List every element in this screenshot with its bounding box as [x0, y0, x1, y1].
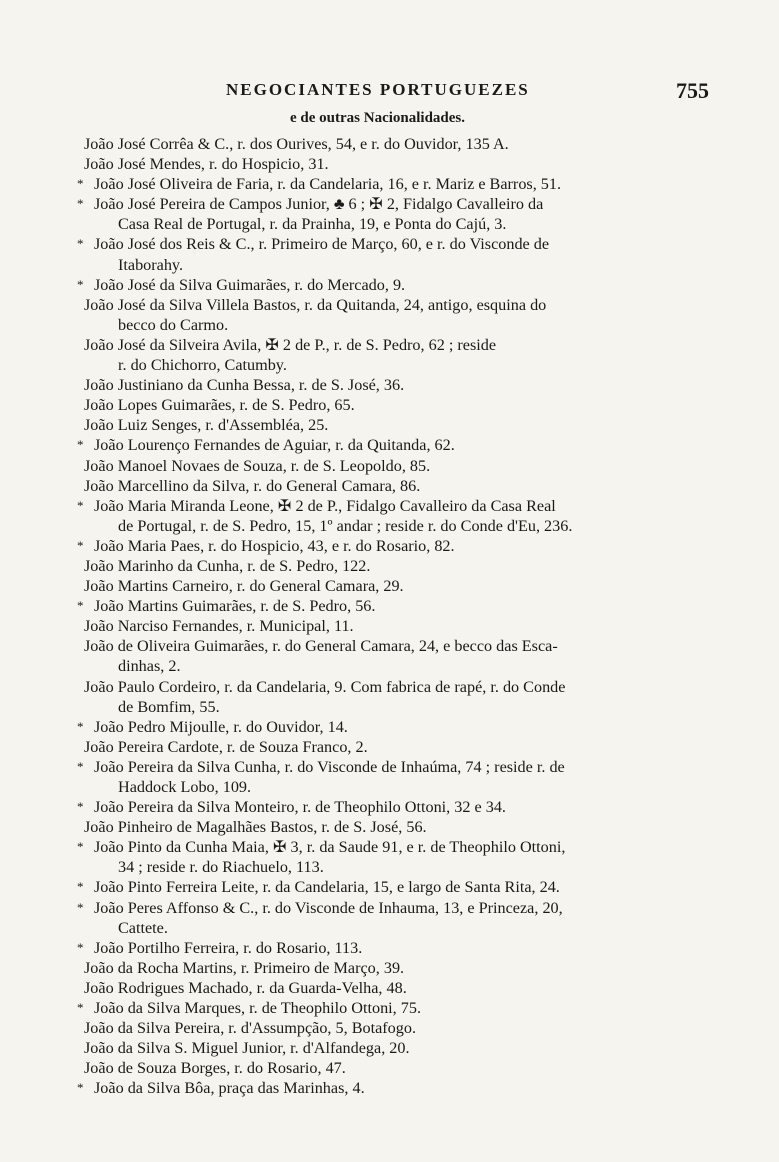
list-item — [84, 456, 724, 476]
entry-text: João José da Silva Villela Bastos, r. da Quitanda, 24, antigo, esquina do — [84, 295, 547, 314]
entry-continuation: de Portugal, r. de S. Pedro, 15, 1º andar ; reside r. do Conde d'Eu, 236. — [118, 516, 573, 535]
entry-continuation: Cattete. — [118, 918, 168, 937]
entry-text: João Maria Paes, r. do Hospicio, 43, e r. do Rosario, 82. — [94, 536, 455, 555]
asterisk-marker-icon: * — [77, 598, 84, 614]
list-item — [84, 375, 724, 395]
entry-text: João da Silva Pereira, r. d'Assumpção, 5, Botafogo. — [84, 1019, 417, 1038]
list-item — [77, 797, 724, 817]
asterisk-marker-icon: * — [77, 718, 84, 734]
entry-text: João Luiz Senges, r. d'Assembléa, 25. — [84, 416, 329, 435]
asterisk-marker-icon: * — [77, 176, 84, 192]
page-title: NEGOCIANTES PORTUGUEZES — [226, 80, 530, 99]
entry-text: João da Rocha Martins, r. Primeiro de Março, 39. — [84, 958, 405, 977]
asterisk-marker-icon: * — [77, 799, 84, 815]
list-item — [84, 335, 724, 375]
list-item — [84, 1018, 724, 1038]
list-item — [84, 1038, 724, 1058]
entry-text: João Pinto Ferreira Leite, r. da Candelaria, 15, e largo de Santa Rita, 24. — [94, 878, 560, 897]
entry-text: João Narciso Fernandes, r. Municipal, 11. — [84, 617, 354, 636]
entry-text: João José da Silva Guimarães, r. do Mercado, 9. — [94, 275, 406, 294]
asterisk-marker-icon: * — [77, 497, 84, 513]
entry-text: João da Silva S. Miguel Junior, r. d'Alfandega, 20. — [84, 1039, 410, 1058]
asterisk-marker-icon: * — [77, 758, 84, 774]
entry-text: João de Souza Borges, r. do Rosario, 47. — [84, 1059, 346, 1078]
asterisk-marker-icon: * — [77, 879, 84, 895]
entry-text: João Portilho Ferreira, r. do Rosario, 113. — [94, 938, 363, 957]
list-item — [77, 496, 724, 536]
asterisk-marker-icon: * — [77, 196, 84, 212]
entry-continuation: r. do Chichorro, Catumby. — [118, 356, 287, 375]
merchant-list — [77, 134, 724, 1099]
list-item — [84, 817, 724, 837]
list-item — [84, 576, 724, 596]
list-item — [77, 898, 724, 938]
entry-text: João Manoel Novaes de Souza, r. de S. Leopoldo, 85. — [84, 456, 431, 475]
list-item — [84, 295, 724, 335]
entry-continuation: 34 ; reside r. do Riachuelo, 113. — [118, 858, 324, 877]
list-item — [84, 415, 724, 435]
list-item — [77, 717, 724, 737]
entry-text: João Paulo Cordeiro, r. da Candelaria, 9. Com fabrica de rapé, r. do Conde — [84, 677, 566, 696]
entry-text: João de Oliveira Guimarães, r. do General Camara, 24, e becco das Esca- — [84, 637, 558, 656]
entry-continuation: de Bomfim, 55. — [118, 697, 220, 716]
entry-text: João Martins Carneiro, r. do General Camara, 29. — [84, 577, 404, 596]
entry-text: João José dos Reis & C., r. Primeiro de Março, 60, e r. do Visconde de — [94, 235, 550, 254]
list-item — [84, 616, 724, 636]
entry-continuation: becco do Carmo. — [118, 315, 229, 334]
asterisk-marker-icon: * — [77, 899, 84, 915]
page-subtitle: e de outras Nacionalidades. — [290, 110, 466, 126]
list-item — [77, 757, 724, 797]
entry-text: João Pedro Mijoulle, r. do Ouvidor, 14. — [94, 717, 348, 736]
asterisk-marker-icon: * — [77, 537, 84, 553]
list-item — [84, 1058, 724, 1078]
asterisk-marker-icon: * — [77, 839, 84, 855]
entry-text: João Pereira da Silva Monteiro, r. de Theophilo Ottoni, 32 e 34. — [94, 798, 506, 817]
list-item — [77, 837, 724, 877]
list-item — [84, 476, 724, 496]
page-number: 755 — [676, 78, 709, 103]
list-item — [77, 596, 724, 616]
list-item — [77, 536, 724, 556]
entry-text: João Martins Guimarães, r. de S. Pedro, 56. — [94, 597, 376, 616]
entry-text: João José da Silveira Avila, ✠ 2 de P., r. de S. Pedro, 62 ; reside — [84, 335, 497, 354]
page-header — [0, 80, 779, 110]
entry-text: João Justiniano da Cunha Bessa, r. de S. José, 36. — [84, 376, 405, 395]
entry-text: João Pereira Cardote, r. de Souza Franco, 2. — [84, 737, 368, 756]
entry-text: João José Oliveira de Faria, r. da Candelaria, 16, e r. Mariz e Barros, 51. — [94, 175, 562, 194]
entry-continuation: Haddock Lobo, 109. — [118, 778, 252, 796]
entry-text: João José Corrêa & C., r. dos Ourives, 54, e r. do Ouvidor, 135 A. — [84, 135, 509, 153]
list-item — [77, 234, 724, 274]
asterisk-marker-icon: * — [77, 276, 84, 292]
list-item — [77, 877, 724, 897]
entry-text: João José Pereira de Campos Junior, ♣ 6 ; ✠ 2, Fidalgo Cavalleiro da — [94, 195, 544, 214]
entry-text: João Lourenço Fernandes de Aguiar, r. da Quitanda, 62. — [94, 436, 455, 455]
list-item — [84, 556, 724, 576]
list-item — [84, 395, 724, 415]
asterisk-marker-icon: * — [77, 1000, 84, 1016]
entry-text: João da Silva Marques, r. de Theophilo Ottoni, 75. — [94, 999, 422, 1018]
entry-text: João Marinho da Cunha, r. de S. Pedro, 122. — [84, 556, 371, 575]
entry-continuation: dinhas, 2. — [118, 657, 181, 676]
entry-text: João José Mendes, r. do Hospicio, 31. — [84, 155, 329, 174]
entry-continuation: Casa Real de Portugal, r. da Prainha, 19, e Ponta do Cajú, 3. — [118, 215, 507, 234]
list-item — [84, 154, 724, 174]
list-item — [84, 978, 724, 998]
entry-text: João Maria Miranda Leone, ✠ 2 de P., Fidalgo Cavalleiro da Casa Real — [94, 496, 556, 515]
list-item — [84, 958, 724, 978]
list-item — [77, 194, 724, 234]
list-item — [84, 677, 724, 717]
list-item — [77, 174, 724, 194]
list-item — [77, 435, 724, 455]
entry-text: João Pinheiro de Magalhães Bastos, r. de S. José, 56. — [84, 818, 427, 837]
list-item — [84, 636, 724, 676]
asterisk-marker-icon: * — [77, 939, 84, 955]
list-item — [84, 737, 724, 757]
entry-text: João Pereira da Silva Cunha, r. do Visconde de Inhaúma, 74 ; reside r. de — [94, 757, 565, 776]
asterisk-marker-icon: * — [77, 1080, 84, 1096]
list-item — [84, 134, 724, 154]
entry-text: João Rodrigues Machado, r. da Guarda-Velha, 48. — [84, 978, 407, 997]
entry-text: João da Silva Bôa, praça das Marinhas, 4. — [94, 1079, 365, 1098]
list-item — [77, 998, 724, 1018]
entry-text: João Pinto da Cunha Maia, ✠ 3, r. da Saude 91, e r. de Theophilo Ottoni, — [94, 838, 566, 857]
list-item — [77, 1078, 724, 1098]
entry-text: João Peres Affonso & C., r. do Visconde de Inhauma, 13, e Princeza, 20, — [94, 898, 563, 917]
list-item — [77, 938, 724, 958]
asterisk-marker-icon: * — [77, 236, 84, 252]
asterisk-marker-icon: * — [77, 437, 84, 453]
entry-text: João Marcellino da Silva, r. do General Camara, 86. — [84, 476, 421, 495]
entry-continuation: Itaborahy. — [118, 255, 184, 274]
list-item — [77, 275, 724, 295]
entry-text: João Lopes Guimarães, r. de S. Pedro, 65. — [84, 396, 355, 415]
